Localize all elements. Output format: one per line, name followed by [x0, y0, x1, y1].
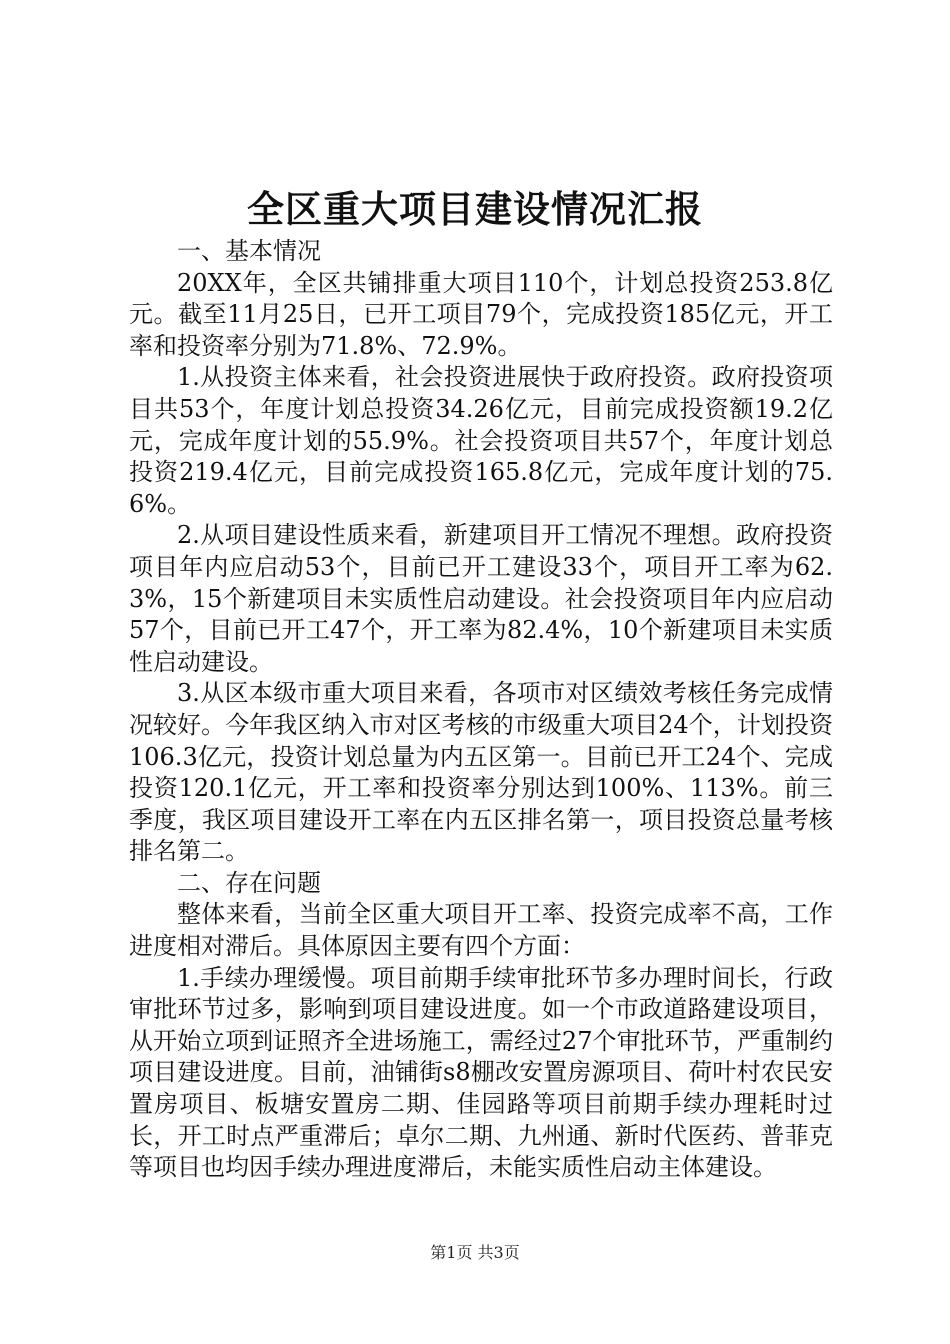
paragraph-overview: 20XX年，全区共铺排重大项目110个，计划总投资253.8亿元。截至11月25日，已开工项目79个，完成投资185亿元，开工率和投资率分别为71.8%、72.9%。 — [129, 268, 833, 360]
paragraph-district-level: 3.从区本级市重大项目来看，各项市对区绩效考核任务完成情况较好。今年我区纳入市对区考核的市级重大项目24个，计划投资106.3亿元，投资计划总量为内五区第一。目前已开工24个、完成投资120.1亿元，开工率和投资率分别达到100%、113%。前三季度，我区项目建设开工率在内五区排名第一，项目投资总量考核排名第二。 — [129, 679, 833, 866]
paragraph-problems-summary: 整体来看，当前全区重大项目开工率、投资完成率不高，工作进度相对滞后。具体原因主要有四个方面： — [129, 900, 833, 961]
paragraph-slow-procedures: 1.手续办理缓慢。项目前期手续审批环节多办理时间长，行政审批环节过多，影响到项目建设进度。如一个市政道路建设项目，从开始立项到证照齐全进场施工，需经过27个审批环节，严重制约项目建设进度。目前，油铺街s8棚改安置房源项目、荷叶村农民安置房项目、板塘安置房二期、佳园路等项目前期手续办理耗时过长，开工时点严重滞后；卓尔二期、九州通、新时代医药、普菲克等项目也均因手续办理进度滞后，未能实质性启动主体建设。 — [129, 963, 833, 1182]
section-heading-basic: 一、基本情况 — [177, 237, 321, 265]
paragraph-project-nature: 2.从项目建设性质来看，新建项目开工情况不理想。政府投资项目年内应启动53个，目前已开工建设33个，项目开工率为62.3%，15个新建项目未实质性启动建设。社会投资项目年内应启动57个，目前已开工47个，开工率为82.4%，10个新建项目未实质性启动建设。 — [129, 521, 833, 676]
document-body — [129, 236, 833, 1184]
document-title: 全区重大项目建设情况汇报 — [247, 187, 703, 231]
section-heading-problems: 二、存在问题 — [177, 868, 321, 897]
page-footer: 第1页 共3页 — [430, 1243, 520, 1262]
paragraph-investment-subject: 1.从投资主体来看，社会投资进展快于政府投资。政府投资项目共53个，年度计划总投资34.26亿元，目前完成投资额19.2亿元，完成年度计划的55.9%。社会投资项目共57个，年度计划总投资219.4亿元，目前完成投资165.8亿元，完成年度计划的75.6%。 — [129, 363, 833, 518]
